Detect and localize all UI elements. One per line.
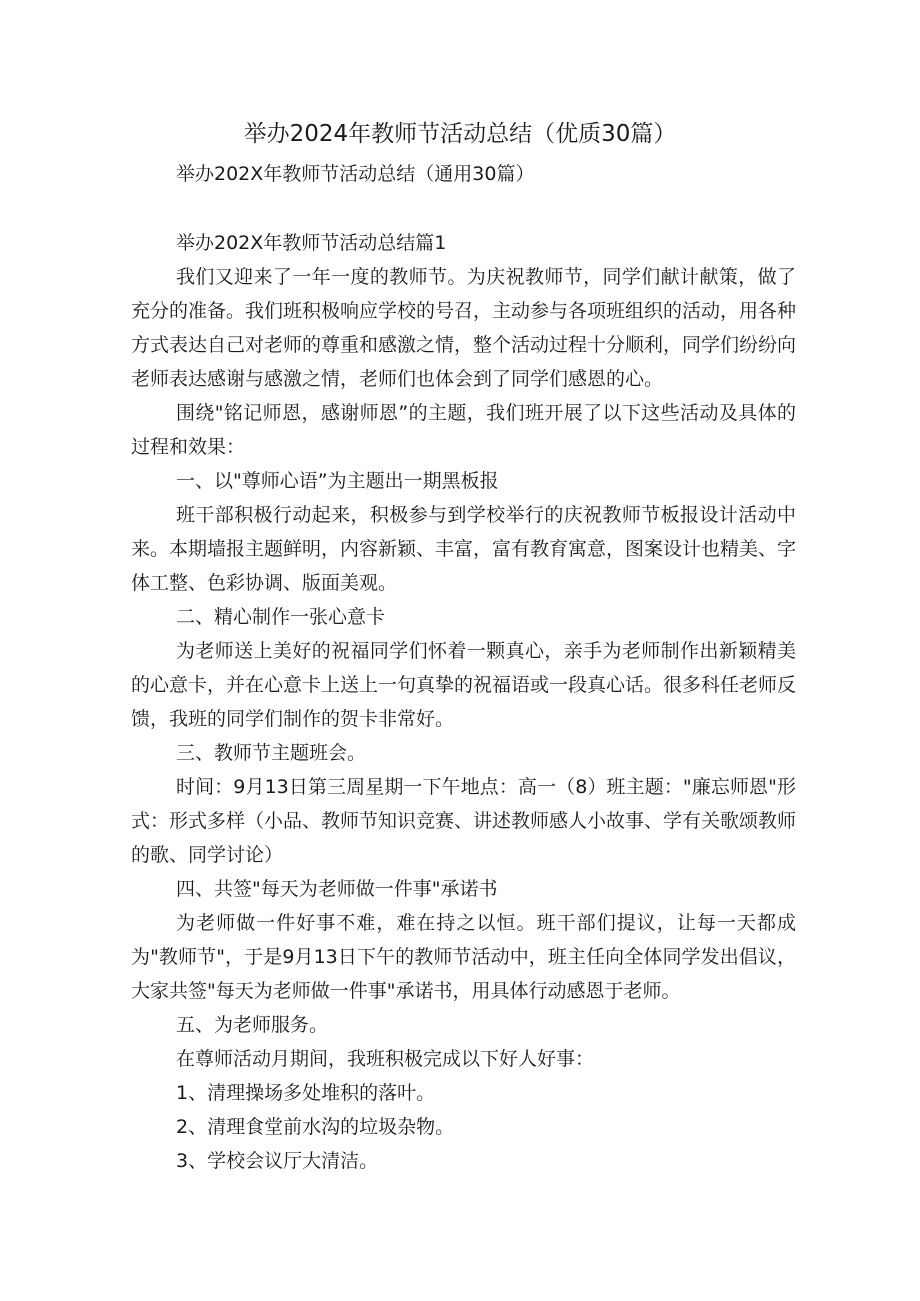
- body-paragraph: 为老师送上美好的祝福同学们怀着一颗真心，亲手为老师制作出新颖精美的心意卡，并在心意卡上送上一句真挚的祝福语或一段真心话。很多科任老师反馈，我班的同学们制作的贺卡非常好。: [131, 640, 797, 730]
- body-paragraph: 在尊师活动月期间，我班积极完成以下好人好事：: [176, 1048, 595, 1070]
- list-item: 2、清理食堂前水沟的垃圾杂物。: [176, 1116, 455, 1138]
- document-title: 举办2024年教师节活动总结（优质30篇）: [243, 121, 677, 147]
- body-paragraph: 班干部积极行动起来，积极参与到学校举行的庆祝教师节板报设计活动中来。本期墙报主题鲜明，内容新颖、丰富，富有教育寓意，图案设计也精美、字体工整、色彩协调、版面美观。: [131, 504, 797, 594]
- section-heading: 二、精心制作一张心意卡: [176, 606, 386, 628]
- body-paragraph: 时间：9月13日第三周星期一下午地点：高一（8）班主题："廉忘师恩"形式：形式多样（小品、教师节知识竞赛、讲述教师感人小故事、学有关歌颂教师的歌、同学讨论）: [131, 776, 797, 866]
- body-paragraph: 我们又迎来了一年一度的教师节。为庆祝教师节，同学们献计献策，做了充分的准备。我们班积极响应学校的号召，主动参与各项班组织的活动，用各种方式表达自己对老师的尊重和感激之情，整个活动过程十分顺利，同学们纷纷向老师表达感谢与感激之情，老师们也体会到了同学们感恩的心。: [131, 266, 797, 390]
- list-item: 1、清理操场多处堆积的落叶。: [176, 1082, 436, 1104]
- section-heading: 五、为老师服务。: [176, 1014, 329, 1036]
- document-body: [131, 226, 796, 1178]
- section-heading: 举办202X年教师节活动总结篇1: [176, 232, 447, 254]
- section-heading: 四、共签"每天为老师做一件事"承诺书: [176, 878, 498, 900]
- section-heading: 一、以"尊师心语”为主题出一期黑板报: [176, 470, 499, 492]
- list-item: 3、学校会议厅大清洁。: [176, 1150, 379, 1172]
- body-paragraph: 围绕"铭记师恩，感谢师恩”的主题，我们班开展了以下这些活动及具体的过程和效果：: [131, 402, 796, 458]
- document-subtitle: 举办202X年教师节活动总结（通用30篇）: [176, 163, 535, 185]
- section-heading: 三、教师节主题班会。: [176, 742, 367, 764]
- body-paragraph: 为老师做一件好事不难，难在持之以恒。班干部们提议，让每一天都成为"教师节"，于是9月13日下午的教师节活动中，班主任向全体同学发出倡议，大家共签"每天为老师做一件事"承诺书，用具体行动感恩于老师。: [131, 912, 796, 1002]
